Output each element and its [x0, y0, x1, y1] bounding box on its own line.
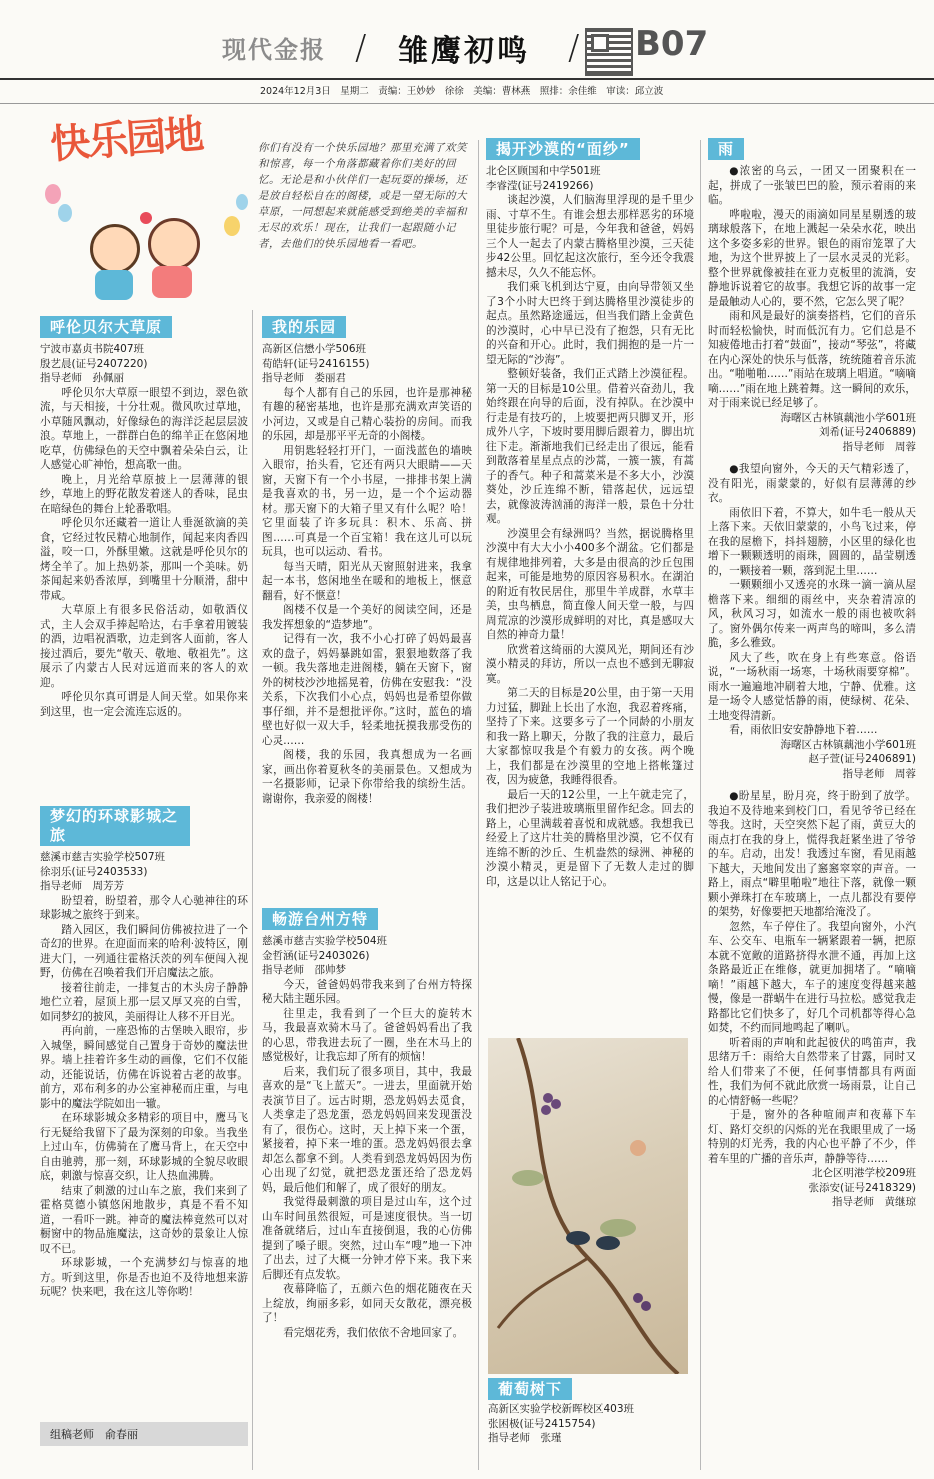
divider-slash: /	[568, 28, 580, 68]
intro-title: 快乐园地	[48, 110, 204, 169]
paper-name: 现代金报	[222, 36, 326, 64]
author: 徐羽乐(证号2403533)	[40, 865, 148, 878]
article-my-paradise	[262, 316, 472, 806]
school: 北仑区顾国和中学501班	[486, 165, 601, 177]
school: 高新区实验学校新晖校区403班	[488, 1403, 635, 1415]
balloon-icon	[224, 216, 240, 236]
paragraph: ●盼星星，盼月亮，终于盼到了放学。我迫不及待地来到校门口，看见爷爷已经在等我。这时，天空突然下起了雨，黄豆大的雨点打在我的身上，慌得我赶紧坐进了爷爷的车。启动，出发！我透过车窗，看见雨越下越大，天地间发出了窸窸窣窣的声音。一路上，雨点“噼里啪啦”地往下落，就像一颗颗小弹珠打在车玻璃上，一点儿都没有要停的架势，好像要把天地都给淹没了。	[708, 790, 916, 918]
paragraph: 看完烟花秀，我们依依不舍地回家了。	[283, 1326, 464, 1339]
paragraph: 忽然，车子停住了。我望向窗外，小汽车、公交车、电瓶车一辆紧跟着一辆，把原本就不宽敞的道路挤得水泄不通，再加上这条路最近正在维修，就更加拥堵了。“嘀嘀嘀！”雨越下越大，车子的速度变得越来越慢，像是一群蜗牛在进行马拉松。感觉我走路都比它们快多了，好几个司机都等得心急如焚，不约而同地鸣起了喇叭。	[708, 920, 916, 1034]
paragraph: 大草原上有很多民俗活动，如敬酒仪式，主人会双手捧起哈达，右手拿着用镀装的酒，边唱祝酒歌，边走到客人面前，客人接过酒后，要先“敬天、敬地、敬祖先”。这展示了内蒙古人民对远道而来的客人的欢迎。	[40, 604, 248, 689]
balloon-icon	[45, 184, 61, 204]
paragraph: 每当天晴，阳光从天窗照射进来，我拿起一本书，悠闲地坐在暖和的地板上，惬意翻看，好不惬意！	[262, 560, 472, 602]
paragraph: 我们乘飞机到达宁夏，由向导带领又坐了3个小时大巴终于到达腾格里沙漠徒步的起点。虽然路途遥远，但当我们踏上金黄色的沙漠时，心中早已没有了抱怨，只有无比的兴奋和开心。此时，我们拥抱的是一片一望无际的“沙海”。	[486, 281, 694, 366]
paragraph: 晚上，月光给草原披上一层薄薄的银纱，草地上的野花散发着迷人的香味，昆虫在暗绿色的舞台上轮番歌唱。	[40, 473, 248, 515]
paragraph: 一颗颗细小又透亮的水珠一滴一滴从屋檐落下来。细细的雨丝中，夹杂着清凉的风，秋风习习，如流水一般的雨也被吹斜了。窗外偶尔传来一两声鸟的啼叫，多么清脆，多么雅致。	[708, 579, 916, 649]
paragraph: 夜幕降临了，五颜六色的烟花随夜在天上绽放，绚丽多彩，如同天女散花，漂亮极了！	[262, 1283, 472, 1324]
author: 刘希(证号2406889)	[819, 426, 916, 438]
article-title: 雨	[708, 138, 744, 160]
paragraph: 第二天的目标是20公里，由于第一天用力过猛，脚趾上长出了水泡，我忍着疼痛，坚持了下来。这要多亏了一个同龄的小朋友和我一路上聊天，分散了我的注意力，最后大家都惊叹我是个有毅力的女孩。两个晚上，我们都是在沙漠里的空地上搭帐篷过夜，因为疲惫，我睡得很香。	[486, 687, 694, 786]
paragraph: 呼伦贝尔还藏着一道让人垂涎欲滴的美食，它经过牧民精心地制作，闻起来肉香四溢，咬一口，外酥里嫩。这就是呼伦贝尔的烤全羊了。加上热奶茶，那叫一个美味。奶茶闻起来奶香浓厚，到嘴里十分顺滑，甜中带咸。	[40, 517, 248, 602]
qr-code-icon	[585, 28, 633, 76]
school: 北仑区明港学校209班	[811, 1167, 916, 1179]
paragraph: 雨和风是最好的演奏搭档，它们的音乐时而轻松愉快，时而低沉有力。它们总是不知疲倦地击打着“鼓面”，接动“琴弦”，将藏在内心深处的快乐与低落，统统随着音乐流出。“啪啪啪……”雨站在玻璃上唱道。“嘀嘀嘀……”雨在地上跳着舞。这一瞬间的欢乐，对于雨来说已经足够了。	[708, 310, 916, 409]
article-universal-studios	[40, 806, 248, 1300]
author: 赵子萱(证号2406891)	[808, 753, 916, 765]
paragraph: 踏入园区，我们瞬间仿佛被拉进了一个奇幻的世界。在迎面而来的哈利·波特区，刚进大门，一列通往霍格沃茨的列车便闯入视野，仿佛在召唤着我们开启魔法之旅。	[40, 923, 248, 979]
paragraph: 再向前，一座恐怖的古堡映入眼帘，步入城堡，瞬间感觉自己置身于奇妙的魔法世界。墙上挂着许多生动的画像，它们不仅能动，还能说话，仿佛在诉说着古老的故事。前方，邓布利多的办公室神秘而庄重，与电影中的魔法学院如出一辙。	[40, 1025, 248, 1110]
paragraph: 沙漠里会有绿洲吗？当然，据说腾格里沙漠中有大大小小400多个湖盆。它们都是有规律地排列着，大多是由很高的沙丘包围起来，可能是地势的原因容易积水。在湖泊的附近有牧民居住，那里牛羊成群，水草丰美，虫鸟栖息，简直像人间天堂一般，与四周荒凉的沙漠形成鲜明的对比，真是感叹大自然的神奇力量！	[486, 527, 694, 641]
column-divider	[478, 140, 479, 1470]
paragraph: 记得有一次，我不小心打碎了妈妈最喜欢的盘子，妈妈暴跳如雷，狠狠地数落了我一顿。我失落地走进阁楼，躺在天窗下，窗外的树枝沙沙地摇晃着，仿佛在安慰我：“没关系，下次我们小心点，妈妈也是希望你做事仔细，并不是想批评你。”这时，蓝色的墙壁也好似一双大手，轻柔地抚摸我那受伤的心灵……	[262, 633, 472, 747]
page-header	[0, 0, 934, 97]
article-rain	[708, 138, 916, 1210]
hair-bow-icon	[140, 212, 152, 224]
paragraph: 后来，我们玩了很多项目，其中，我最喜欢的是“飞上蓝天”。一进去，里面就开始表演节目了。远古时期，恐龙妈妈去觅食，人类拿走了恐龙蛋，恐龙妈妈回来发现蛋没有了，很伤心。这时，天上掉下来一个蛋，紧接着，掉下来一堆的蛋。恐龙妈妈很去拿却怎么都拿不到。人类看到恐龙妈妈因为伤心出现了幻觉，就把恐龙蛋还给了恐龙妈妈，最后他们和解了，成了很好的朋友。	[262, 1065, 472, 1194]
paragraph: 风大了些，吹在身上有些寒意。俗语说，“一场秋雨一场寒，十场秋雨要穿棉”。雨水一遍遍地冲刷着大地，宁静、优雅。这是一场令人感觉恬静的雨，使绿树、花朵、土地变得清新。	[708, 651, 916, 722]
intro-illustration	[40, 104, 250, 309]
author: 张添安(证号2418329)	[808, 1181, 916, 1194]
paragraph: 最后一天的12公里，一上午就走完了，我们把沙子装进玻璃瓶里留作纪念。回去的路上，心里满载着喜悦和成就感。我想我已经爱上了这片壮美的腾格里沙漠，它不仅有连绵不断的沙丘、生机盎然的绿洲、神秘的沙漠小精灵，更是留下了无数人走过的脚印，这是以让人铭记于心。	[486, 788, 694, 888]
article-grape-tree	[488, 1378, 696, 1446]
column-divider	[252, 310, 253, 1470]
article-title: 葡萄树下	[488, 1378, 572, 1400]
divider-slash: /	[355, 28, 367, 68]
kid-girl-icon	[148, 218, 200, 270]
paragraph: 在环球影城众多精彩的项目中，鹰马飞行无疑给我留下了最为深刻的印象。当我坐上过山车，仿佛骑在了鹰马背上，在天空中自由驰骋，那一刻，环球影城的全貌尽收眼底，刺激与惊喜交织，让人热血沸腾。	[40, 1112, 248, 1182]
school: 慈溪市慈吉实验学校507班	[40, 851, 166, 863]
teacher: 指导老师 孙佩丽	[40, 372, 124, 384]
teacher: 指导老师 周蓉	[842, 440, 916, 453]
paragraph: 谈起沙漠，人们脑海里浮现的是千里少雨、寸草不生。有谁会想去那样恶劣的环境里徒步旅行呢？可是，今年我和爸爸，妈妈三个人一起去了内蒙古腾格里沙漠，三天徒步42公里。回忆起这次旅行，至今还令我震撼未尽，久久不能忘怀。	[486, 194, 694, 279]
paragraph: 接着往前走，一排复古的木头房子静静地伫立着，屋顶上那一层又厚又亮的白雪，如同梦幻的披风，美丽得让人移不开目光。	[40, 981, 248, 1023]
column-divider	[700, 140, 701, 1470]
kid-boy-icon	[90, 224, 140, 274]
article-title: 畅游台州方特	[262, 908, 378, 930]
balloon-icon	[236, 194, 248, 210]
paragraph: ●浓密的乌云，一团又一团聚积在一起，拼成了一张皱巴巴的脸，预示着雨的来临。	[708, 165, 916, 206]
article-title: 揭开沙漠的“面纱”	[486, 138, 640, 160]
school: 慈溪市慈吉实验学校504班	[262, 935, 388, 947]
article-title: 梦幻的环球影城之旅	[40, 806, 190, 846]
editor-credit: 组稿老师 俞春丽	[40, 1422, 248, 1446]
paragraph: 每个人都有自己的乐园，也许是那神秘有趣的秘密基地，也许是那充满欢声笑语的小河边，又或是自己精心装扮的房间。而我的乐园，却是那平平无奇的小阁楼。	[262, 386, 472, 442]
teacher: 指导老师 娄丽君	[262, 372, 346, 384]
paragraph: 呼伦贝尔真可谓是人间天堂。如果你来到这里，也一定会流连忘返的。	[40, 691, 248, 718]
teacher: 指导老师 周芳芳	[40, 880, 124, 892]
dateline: 2024年12月3日 星期二 责编：王妙妙 徐徐 美编：曹林燕 照排：余佳维 审读：邱立波	[260, 86, 664, 97]
paragraph: 阁楼，我的乐园，我真想成为一名画家，画出你着夏秋冬的美丽景色。又想成为一名摄影师，记录下你带给我的缤纷生活。谢谢你，我亲爱的阁楼！	[262, 749, 472, 805]
author: 荀皓轩(证号2416155)	[262, 357, 370, 370]
paragraph: 今天，爸爸妈妈带我来到了台州方特探秘大陆主题乐园。	[262, 978, 472, 1005]
teacher: 指导老师 邵帅梦	[262, 964, 346, 976]
paragraph: 看，雨依旧安安静静地下着……	[729, 724, 878, 736]
school: 海曙区古林镇藕池小学601班	[780, 738, 916, 751]
teacher: 指导老师 黄继琼	[832, 1196, 916, 1208]
school: 高新区信懋小学506班	[262, 343, 367, 355]
paragraph: 用钥匙轻轻打开门，一面浅蓝色的墙映入眼帘，抬头看，它还有两只大眼睛——天窗，天窗下有一个小书屋，一排排书架上满是我喜欢的书，另一边，是一个个运动器材。那天窗下的大箱子里又有什么呢？哈！它里面装了许多玩具：积木、乐高、拼图……可真是一个百宝箱！我在这儿可以玩玩具，也可以运动、看书。	[262, 444, 472, 558]
paragraph: 于是，窗外的各种喧闹声和夜幕下车灯、路灯交织的闪烁的光在我眼里成了一场特别的灯光秀，我的内心也平静了不少，伴着车里的广播的音乐声，静静等待……	[708, 1109, 916, 1165]
article-desert	[486, 138, 694, 889]
kid-body	[152, 266, 192, 298]
balloon-icon	[58, 204, 72, 222]
article-title: 呼伦贝尔大草原	[40, 316, 172, 338]
paragraph: 呼伦贝尔大草原一眼望不到边，翠色欲流，与天相接，十分壮观。微风吹过草地，小草随风飘动，好像绿色的海洋泛起层层波浪。草地上，一群群白色的绵羊正在悠闲地吃草，仿佛绿色的天空中飘着朵朵白云，让人感觉心旷神怡，想高歌一曲。	[40, 386, 248, 471]
paragraph: ●我望向窗外，今天的天气精彩透了，没有阳光，雨蒙蒙的，好似有层薄薄的纱衣。	[708, 463, 916, 504]
paragraph: 听着雨的声响和此起彼伏的鸣笛声，我思绪万千：雨给大自然带来了甘露，同时又给人们带来了不便，任何事情都具有两面性，我们为何不就此欣赏一场雨景，让自己的心情舒畅一些呢？	[708, 1036, 916, 1107]
school: 海曙区古林镇藕池小学601班	[780, 411, 916, 424]
author: 李睿滢(证号2419266)	[486, 179, 594, 192]
article-fantawild	[262, 908, 472, 1340]
paragraph: 雨依旧下着，不算大，如牛毛一般从天上落下来。天依旧蒙蒙的，小鸟飞过来，停在我的屋檐下，抖抖翅膀，小区里的绿化也增下一颗颗透明的雨珠，圆圆的，晶莹剔透的，一颗接着一颗，落到泥土里……	[708, 506, 916, 577]
paragraph: 往里走，我看到了一个巨大的旋转木马，我最喜欢骑木马了。爸爸妈妈看出了我的心思，带我进去玩了一圈，坐在木马上的感觉极好，让我忘却了所有的烦恼！	[262, 1007, 472, 1063]
painting-svg	[488, 1038, 688, 1374]
paragraph: 哗啦啦，漫天的雨滴如同星星剔透的玻璃球般落下，在地上溅起一朵朵水花，映出这个多姿多彩的世界。银色的雨帘笼罩了大地，为这个世界披上了一层水灵灵的光彩。整个世界就像被挂在亚力克板里的流淌，安静地诉说着它的故事。我想它诉的故事一定是最触动人心的，要不然，它怎么哭了呢？	[708, 208, 916, 308]
paragraph: 我觉得最刺激的项目是过山车，这个过山车时间虽然很短，可是速度很快。当一切准备就绪后，过山车直接倒退，我的心仿佛提到了嗓子眼。突然，过山车“嗖”地一下冲了出去，过了大概一分钟才停下来。我下来后脚还有点发软。	[262, 1196, 472, 1281]
intro-text: 你们有没有一个快乐园地？那里充满了欢笑和惊喜，每一个角落都藏着你们美好的回忆。无论是和小伙伴们一起玩耍的操场，还是放自轻松自在的阁楼，或是一望无际的大草原，一同想起来就能感受到绝美的幸福和无尽的欢乐！现在，让我们一起跟随小记者，去他们的快乐园地看一看吧。	[258, 142, 467, 250]
author: 张困极(证号2415754)	[488, 1417, 596, 1430]
paragraph: 环球影城，一个充满梦幻与惊喜的地方。听到这里，你是否也迫不及待地想来游玩呢？快来吧，我在这儿等你哟！	[40, 1257, 248, 1298]
article-title: 我的乐园	[262, 316, 346, 338]
paragraph: 结束了刺激的过山车之旅，我们来到了霍格莫德小镇悠闲地散步，真是不看不知道，一看吓一跳。神奇的魔法棒竟然可以对橱窗中的物品施魔法，这奇妙的景象让人惊叹不已。	[40, 1184, 248, 1255]
paragraph: 阁楼不仅是一个美好的阅读空间，还是我发挥想象的“造梦地”。	[262, 604, 472, 631]
author: 金哲涵(证号2403026)	[262, 949, 370, 962]
painting-grape-tree	[488, 1038, 688, 1374]
header-rule	[0, 78, 934, 80]
teacher: 指导老师 周蓉	[842, 767, 916, 780]
paragraph: 盼望着，盼望着，那令人心驰神往的环球影城之旅终于到来。	[40, 894, 248, 921]
paragraph: 欣赏着这绮丽的大漠风光，期间还有沙漠小精灵的拜访，所以一点也不感到无聊寂寞。	[486, 643, 694, 685]
paragraph: 整顿好装备，我们正式踏上沙漠征程。第一天的目标是10公里。借着兴奋劲儿，我始终跟在向导的后面，没有掉队。在沙漠中行走是有技巧的，上坡要把两只脚叉开，形成外八字，下坡时要用脚后跟着力，脚出坑往下走。渐渐地我们已经走出了很远，能看到散落着星星点点的沙蒿，一簇一簇，有蒿子的香气。种子和蒿菜米是不多大小，沙漠葵处，沙丘连绵不断，错落起伏，远远望去，就像波涛汹涌的海洋一般，景色十分壮观。	[486, 368, 694, 525]
article-grassland	[40, 316, 248, 719]
school: 宁波市嘉贞书院407班	[40, 343, 145, 355]
kid-body	[95, 270, 133, 300]
author: 殷艺晨(证号2407220)	[40, 357, 148, 370]
section-title: 雏鹰初鸣	[398, 34, 530, 69]
page-number: B07	[635, 24, 709, 64]
teacher: 指导老师 张瑾	[488, 1432, 562, 1444]
